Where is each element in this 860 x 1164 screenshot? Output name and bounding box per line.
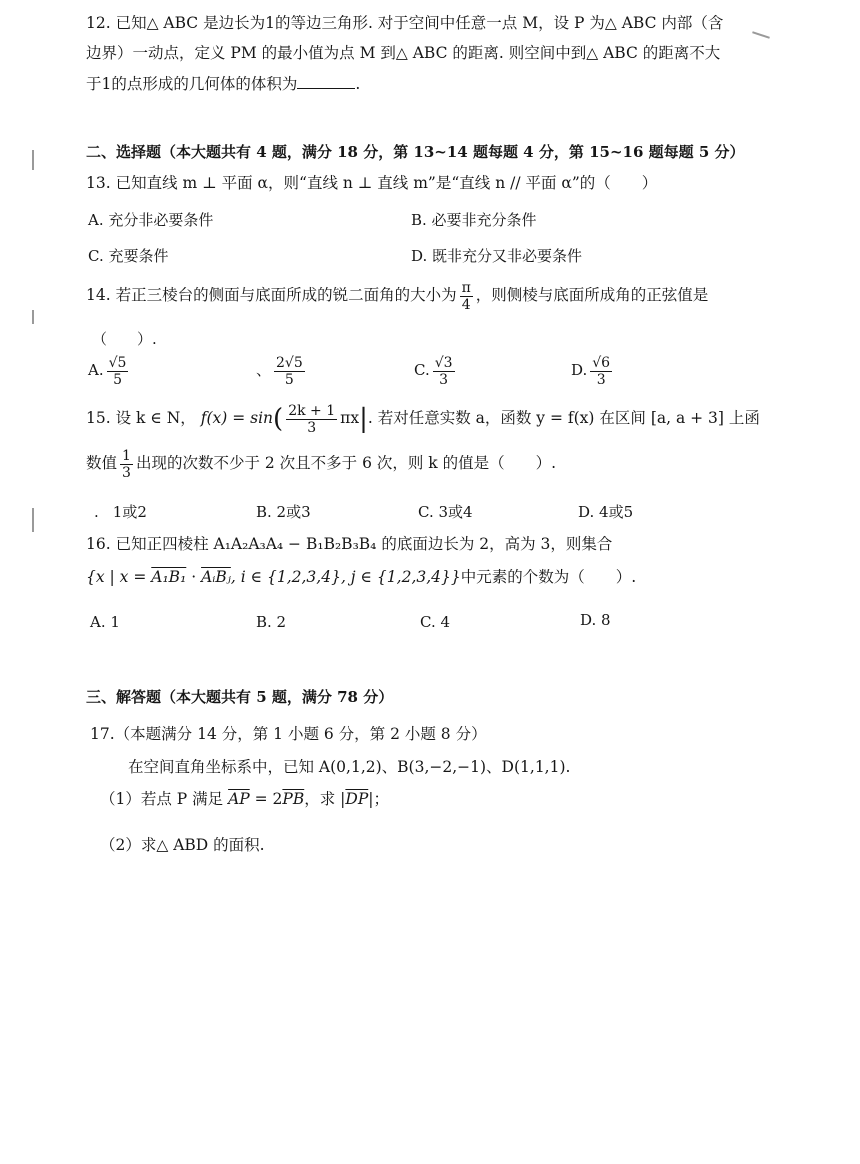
q17-header: 17.（本题满分 14 分，第 1 小题 6 分，第 2 小题 8 分）: [90, 725, 487, 743]
q15-stem-post: . 若对任意实数 a，函数 y = f(x) 在区间 [a, a + 3] 上函: [367, 409, 760, 427]
q15-frac-num: 2k + 1: [288, 402, 336, 419]
q16-set-tail: 中元素的个数为（ ）.: [460, 568, 637, 586]
q12-line1: 12. 已知△ ABC 是边长为1的等边三角形. 对于空间中任意一点 M，设 P 为△ ABC 内部（含: [86, 14, 724, 32]
q17-part1-v2: $\overline{PB}$: [282, 790, 305, 808]
q15-val-den: 3: [122, 464, 131, 481]
q17-part1-pre: （1）若点 P 满足: [100, 790, 229, 808]
q17-part1-v1: $\overline{AP}$: [228, 790, 250, 808]
q15-stem: [86, 398, 830, 439]
q14-angle-fraction: [460, 280, 473, 313]
q16-option-d: D. 8: [580, 611, 611, 629]
q15-frac-den: 3: [307, 419, 317, 436]
q15-line2: [86, 443, 830, 483]
q14-stem-pre: 14. 若正三棱台的侧面与底面所成的锐二面角的大小为: [86, 286, 457, 304]
q15-value-fraction: [120, 448, 133, 481]
scan-mark-left-3: [32, 508, 34, 532]
q13-option-c: C. 充要条件: [88, 247, 169, 265]
q14-paren: （ ）.: [92, 330, 157, 348]
q14-angle-num: π: [461, 279, 471, 296]
q14-option-c: [414, 350, 458, 390]
section3-title: 三、解答题（本大题共有 5 题，满分 78 分）: [86, 688, 394, 706]
q12-line3-end: .: [355, 75, 361, 93]
q14-option-a-num: √5: [108, 354, 127, 371]
q15-func-post: πx: [340, 409, 360, 427]
q14-option-a: [88, 350, 131, 390]
q17-part1-end: |；: [368, 790, 389, 808]
q16-set-dot: ·: [186, 568, 202, 586]
q16-set-vec2: AᵢBⱼ: [201, 568, 231, 586]
q14-option-b-label: 、: [256, 361, 272, 379]
q14-option-b: [256, 350, 308, 390]
q12-line3: [86, 72, 830, 95]
q17-part1-post: ，求 |: [304, 790, 346, 808]
q15-option-d: D. 4或5: [578, 503, 634, 521]
q17-part1: [100, 788, 830, 810]
q15-option-a-dot: .: [94, 503, 99, 521]
q16-option-c: C. 4: [420, 613, 451, 631]
q15-option-c: C. 3或4: [418, 503, 473, 521]
q14-option-b-den: 5: [284, 371, 294, 388]
q15-stem-pre: 15. 设 k ∈ N，: [86, 409, 196, 427]
q15-line2-pre: 数值: [86, 454, 118, 472]
q14-option-b-fraction: [274, 355, 305, 388]
q14-option-c-num: √3: [434, 354, 453, 371]
section2-title: 二、选择题（本大题共有 4 题，满分 18 分，第 13~14 题每题 4 分，第 15~16 题每题 5 分）: [86, 143, 745, 161]
q17-given: 在空间直角坐标系中，已知 A(0,1,2)、B(3,−2,−1)、D(1,1,1).: [128, 758, 571, 776]
q14-option-a-den: 5: [113, 371, 122, 388]
q15-option-a: [94, 501, 147, 523]
q16-set-vec1: A₁B₁: [151, 568, 187, 586]
q12-line2: 边界）一动点，定义 PM 的最小值为点 M 到△ ABC 的距离. 则空间中到△ ABC 的距离不大: [86, 44, 721, 62]
q14-option-d-den: 3: [596, 371, 606, 388]
q14-option-c-den: 3: [439, 371, 449, 388]
q12-line3-text: 于1的点形成的几何体的体积为: [86, 75, 298, 93]
q16-option-b: B. 2: [256, 613, 287, 631]
scan-mark-left-2: [32, 310, 34, 324]
q14-option-d-label: D.: [571, 361, 588, 379]
q17-part1-v3: $\overline{DP}$: [345, 790, 369, 808]
q13-option-b: B. 必要非充分条件: [411, 211, 537, 229]
q15-abs-bar: |: [359, 404, 368, 434]
scan-mark-left-1: [32, 150, 34, 170]
q14-option-c-fraction: [433, 355, 455, 388]
q14-option-a-fraction: [107, 355, 129, 388]
q13-option-d: D. 既非充分又非必要条件: [411, 247, 583, 265]
q14-option-d: [571, 350, 615, 390]
q13-stem: 13. 已知直线 m ⊥ 平面 α，则“直线 n ⊥ 直线 m”是“直线 n // 平面 α”的（ ）: [86, 174, 658, 192]
q17-part2: （2）求△ ABD 的面积.: [100, 836, 265, 854]
q14-option-d-num: √6: [592, 354, 611, 371]
q15-func-pre: f(x) = sin: [200, 409, 274, 427]
q14-angle-den: 4: [461, 296, 471, 313]
q16-set-pre: {x | x =: [86, 568, 152, 586]
q16-option-a: A. 1: [90, 613, 120, 631]
q14-stem-post: ，则侧棱与底面所成角的正弦值是: [475, 286, 709, 304]
q15-val-num: 1: [122, 447, 131, 464]
q15-fraction: [286, 403, 337, 436]
q14-option-d-fraction: [590, 355, 612, 388]
q14-option-a-label: A.: [88, 361, 104, 379]
q16-stem: 16. 已知正四棱柱 A₁A₂A₃A₄ − B₁B₂B₃B₄ 的底面边长为 2，高为 3，则集合: [86, 535, 613, 553]
q17-part1-mid: = 2: [249, 790, 283, 808]
q14-option-c-label: C.: [414, 361, 430, 379]
q13-option-a: A. 充分非必要条件: [88, 211, 214, 229]
q14-stem: [86, 277, 830, 313]
q14-option-b-num: 2√5: [276, 354, 303, 371]
q15-option-b: B. 2或3: [256, 503, 311, 521]
q15-option-a-text: 1或2: [112, 503, 147, 521]
q15-left-paren: (: [273, 404, 284, 434]
q16-set-post: , i ∈ {1,2,3,4}, j ∈ {1,2,3,4}}: [230, 568, 461, 586]
answer-blank: [297, 72, 355, 89]
q15-line2-post: 出现的次数不少于 2 次且不多于 6 次，则 k 的值是（ ）.: [135, 454, 557, 472]
q16-set-line: [86, 566, 830, 588]
